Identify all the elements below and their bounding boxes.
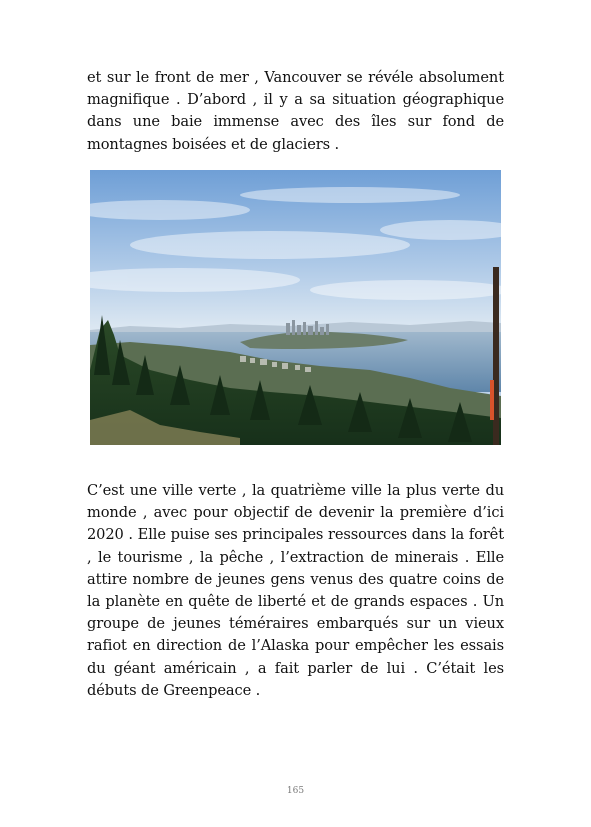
page-number: 165 <box>286 786 305 796</box>
body-paragraph-bottom: C’est une ville verte , la quatrième ville la plus verte du monde , avec pour objectif de devenir la première d’ici 2020 . Elle puise ses principales ressources dans la forêt , le tourisme , la pêche , l’extraction de minerais . Elle attire nombre de jeunes gens venus des quatre coins de la planète en quête de liberté et de grands espaces . Un groupe de jeunes téméraires embarqués sur un vieux rafiot en direction de l’Alaska pour empêcher les essais du géant américain , a fait parler de lui . C’était les débuts de Greenpeace . <box>87 482 504 699</box>
body-paragraph-top: et sur le front de mer , Vancouver se révéle absolument magnifique . D’abord , il y a sa situation géographique dans une baie immense avec des îles sur fond de montagnes boisées et de glaciers . <box>87 69 504 153</box>
vancouver-bay-photo <box>90 170 501 445</box>
orange-marker <box>490 380 494 420</box>
